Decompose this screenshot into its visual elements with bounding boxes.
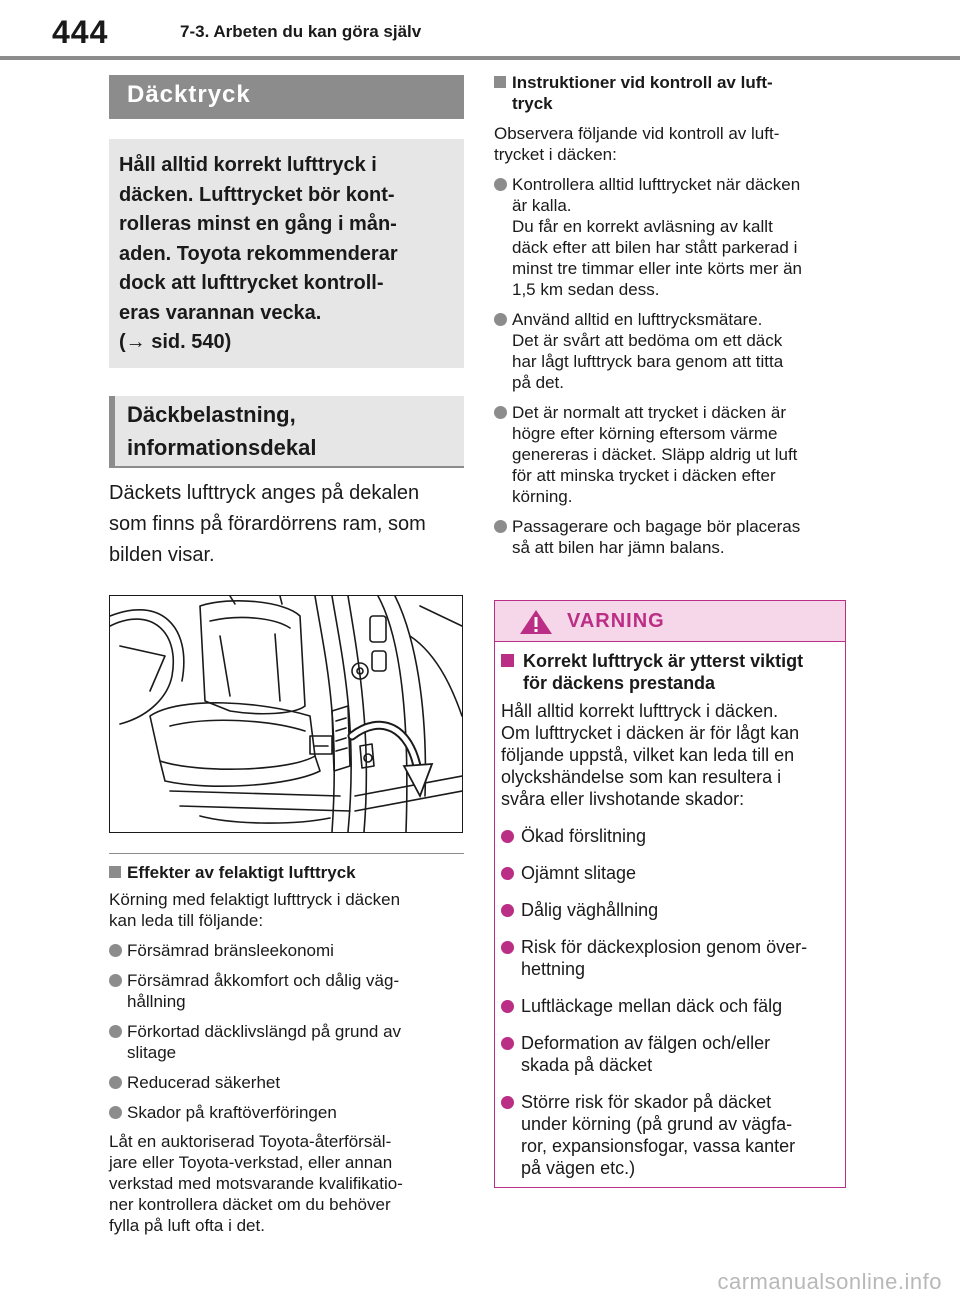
warning-intro: Håll alltid korrekt lufttryck i däcken. Om lufttrycket i däcken är för lågt kan följande uppstå, vilket kan leda till en olyckshändelse som kan resultera i svåra eller livshotande skador: (501, 701, 800, 809)
door-frame-illustration (109, 595, 463, 833)
bullet-dot-icon (109, 1076, 122, 1089)
list-item: Försämrad bränsleekonomi (109, 940, 464, 961)
bullet-dot-icon (109, 974, 122, 987)
warning-heading: Korrekt lufttryck är ytterst viktigt för däckens prestanda (501, 650, 839, 694)
body-line: som finns på förardörrens ram, som (109, 512, 426, 535)
warning-header (495, 601, 845, 642)
intro-line: Håll alltid korrekt lufttryck i (119, 154, 377, 176)
effects-section (109, 862, 464, 1236)
square-bullet-icon (501, 654, 514, 667)
bullet-dot-icon (494, 313, 507, 326)
bullet-dot-icon (501, 1037, 514, 1050)
intro-line: däcken. Lufttrycket bör kont- (119, 183, 395, 206)
page-reference-link[interactable]: (→ sid. 540) (119, 331, 232, 353)
square-bullet-icon (109, 866, 121, 878)
warning-list-item: Större risk för skador på däcket under körning (på grund av vägfa- ror, expansionsfogar, vassa kanter på vägen etc.) (501, 1091, 839, 1179)
body-text (109, 478, 464, 571)
effects-heading: Effekter av felaktigt lufttryck (109, 862, 464, 883)
sub-heading-line: informationsdekal (127, 434, 317, 460)
effects-intro: Körning med felaktigt lufttryck i däcken kan leda till följande: (109, 889, 401, 930)
sub-heading-underline (109, 466, 464, 468)
bullet-dot-icon (109, 944, 122, 957)
sub-heading (109, 396, 464, 466)
divider (109, 853, 464, 854)
warning-list-item: Luftläckage mellan däck och fälg (501, 995, 839, 1017)
bullet-dot-icon (501, 830, 514, 843)
right-column (494, 72, 847, 558)
page-number: 444 (52, 14, 109, 50)
body-line: bilden visar. (109, 543, 215, 566)
list-item: Det är normalt att trycket i däcken är högre efter körning eftersom värme genereras i däcket. Släpp aldrig ut luft för att minska trycket i däcken efter körning. (494, 402, 847, 507)
bullet-dot-icon (501, 1000, 514, 1013)
list-item: Skador på kraftöverföringen (109, 1102, 464, 1123)
intro-box (109, 139, 464, 368)
list-item: Passagerare och bagage bör placeras så att bilen har jämn balans. (494, 516, 847, 558)
bullet-dot-icon (501, 904, 514, 917)
warning-list-item: Deformation av fälgen och/eller skada på däcket (501, 1032, 839, 1076)
bullet-dot-icon (501, 1096, 514, 1109)
list-item: Försämrad åkkomfort och dålig väg- hållning (109, 970, 464, 1012)
sub-heading-line: Däckbelastning, (127, 401, 296, 427)
effects-closing: Låt en auktoriserad Toyota-återförsäl- jare eller Toyota-verkstad, eller annan verkstad med motsvarande kvalifikatio- ner kontrollera däcket om du behöver fylla på luft ofta i det. (109, 1131, 403, 1235)
car-seat-drawing (110, 596, 462, 832)
body-line: Däckets lufttryck anges på dekalen (109, 481, 420, 504)
bullet-dot-icon (501, 941, 514, 954)
warning-list-item: Ökad förslitning (501, 825, 839, 847)
section-title: Däcktryck (109, 75, 464, 119)
warning-box (494, 600, 846, 1188)
instructions-heading: Instruktioner vid kontroll av luft- tryck (494, 72, 847, 114)
bullet-dot-icon (494, 178, 507, 191)
chapter-title: 7-3. Arbeten du kan göra själv (180, 22, 422, 41)
list-item: Reducerad säkerhet (109, 1072, 464, 1093)
header-rule (0, 56, 960, 60)
bullet-dot-icon (109, 1106, 122, 1119)
bullet-dot-icon (109, 1025, 122, 1038)
bullet-dot-icon (494, 406, 507, 419)
warning-list-item: Ojämnt slitage (501, 862, 839, 884)
warning-label: VARNING (567, 610, 665, 632)
square-bullet-icon (494, 76, 506, 88)
list-item: Använd alltid en lufttrycksmätare. Det är svårt att bedöma om ett däck har lågt lufttryck bara genom att titta på det. (494, 309, 847, 393)
instructions-intro: Observera följande vid kontroll av luft- trycket i däcken: (494, 124, 780, 164)
list-item: Kontrollera alltid lufttrycket när däcken är kalla. Du får en korrekt avläsning av kallt däck efter att bilen har stått parkerad i minst tre timmar eller inte körts mer än 1,5 km sedan dess. (494, 174, 847, 300)
page-header (0, 0, 960, 60)
warning-list-item: Risk för däckexplosion genom över- hettning (501, 936, 839, 980)
intro-line: aden. Toyota rekommenderar (119, 242, 398, 265)
warning-body (495, 642, 845, 1179)
watermark: carmanualsonline.info (717, 1269, 942, 1294)
intro-line: dock att lufttrycket kontroll- (119, 272, 384, 294)
bullet-dot-icon (494, 520, 507, 533)
bullet-dot-icon (501, 867, 514, 880)
intro-line: rolleras minst en gång i mån- (119, 213, 397, 235)
warning-list-item: Dålig väghållning (501, 899, 839, 921)
intro-line: eras varannan vecka. (119, 301, 322, 324)
pointer-arrow-head (404, 764, 432, 796)
warning-triangle-icon (519, 609, 553, 635)
list-item: Förkortad däcklivslängd på grund av slitage (109, 1021, 464, 1063)
left-column (109, 75, 464, 1236)
